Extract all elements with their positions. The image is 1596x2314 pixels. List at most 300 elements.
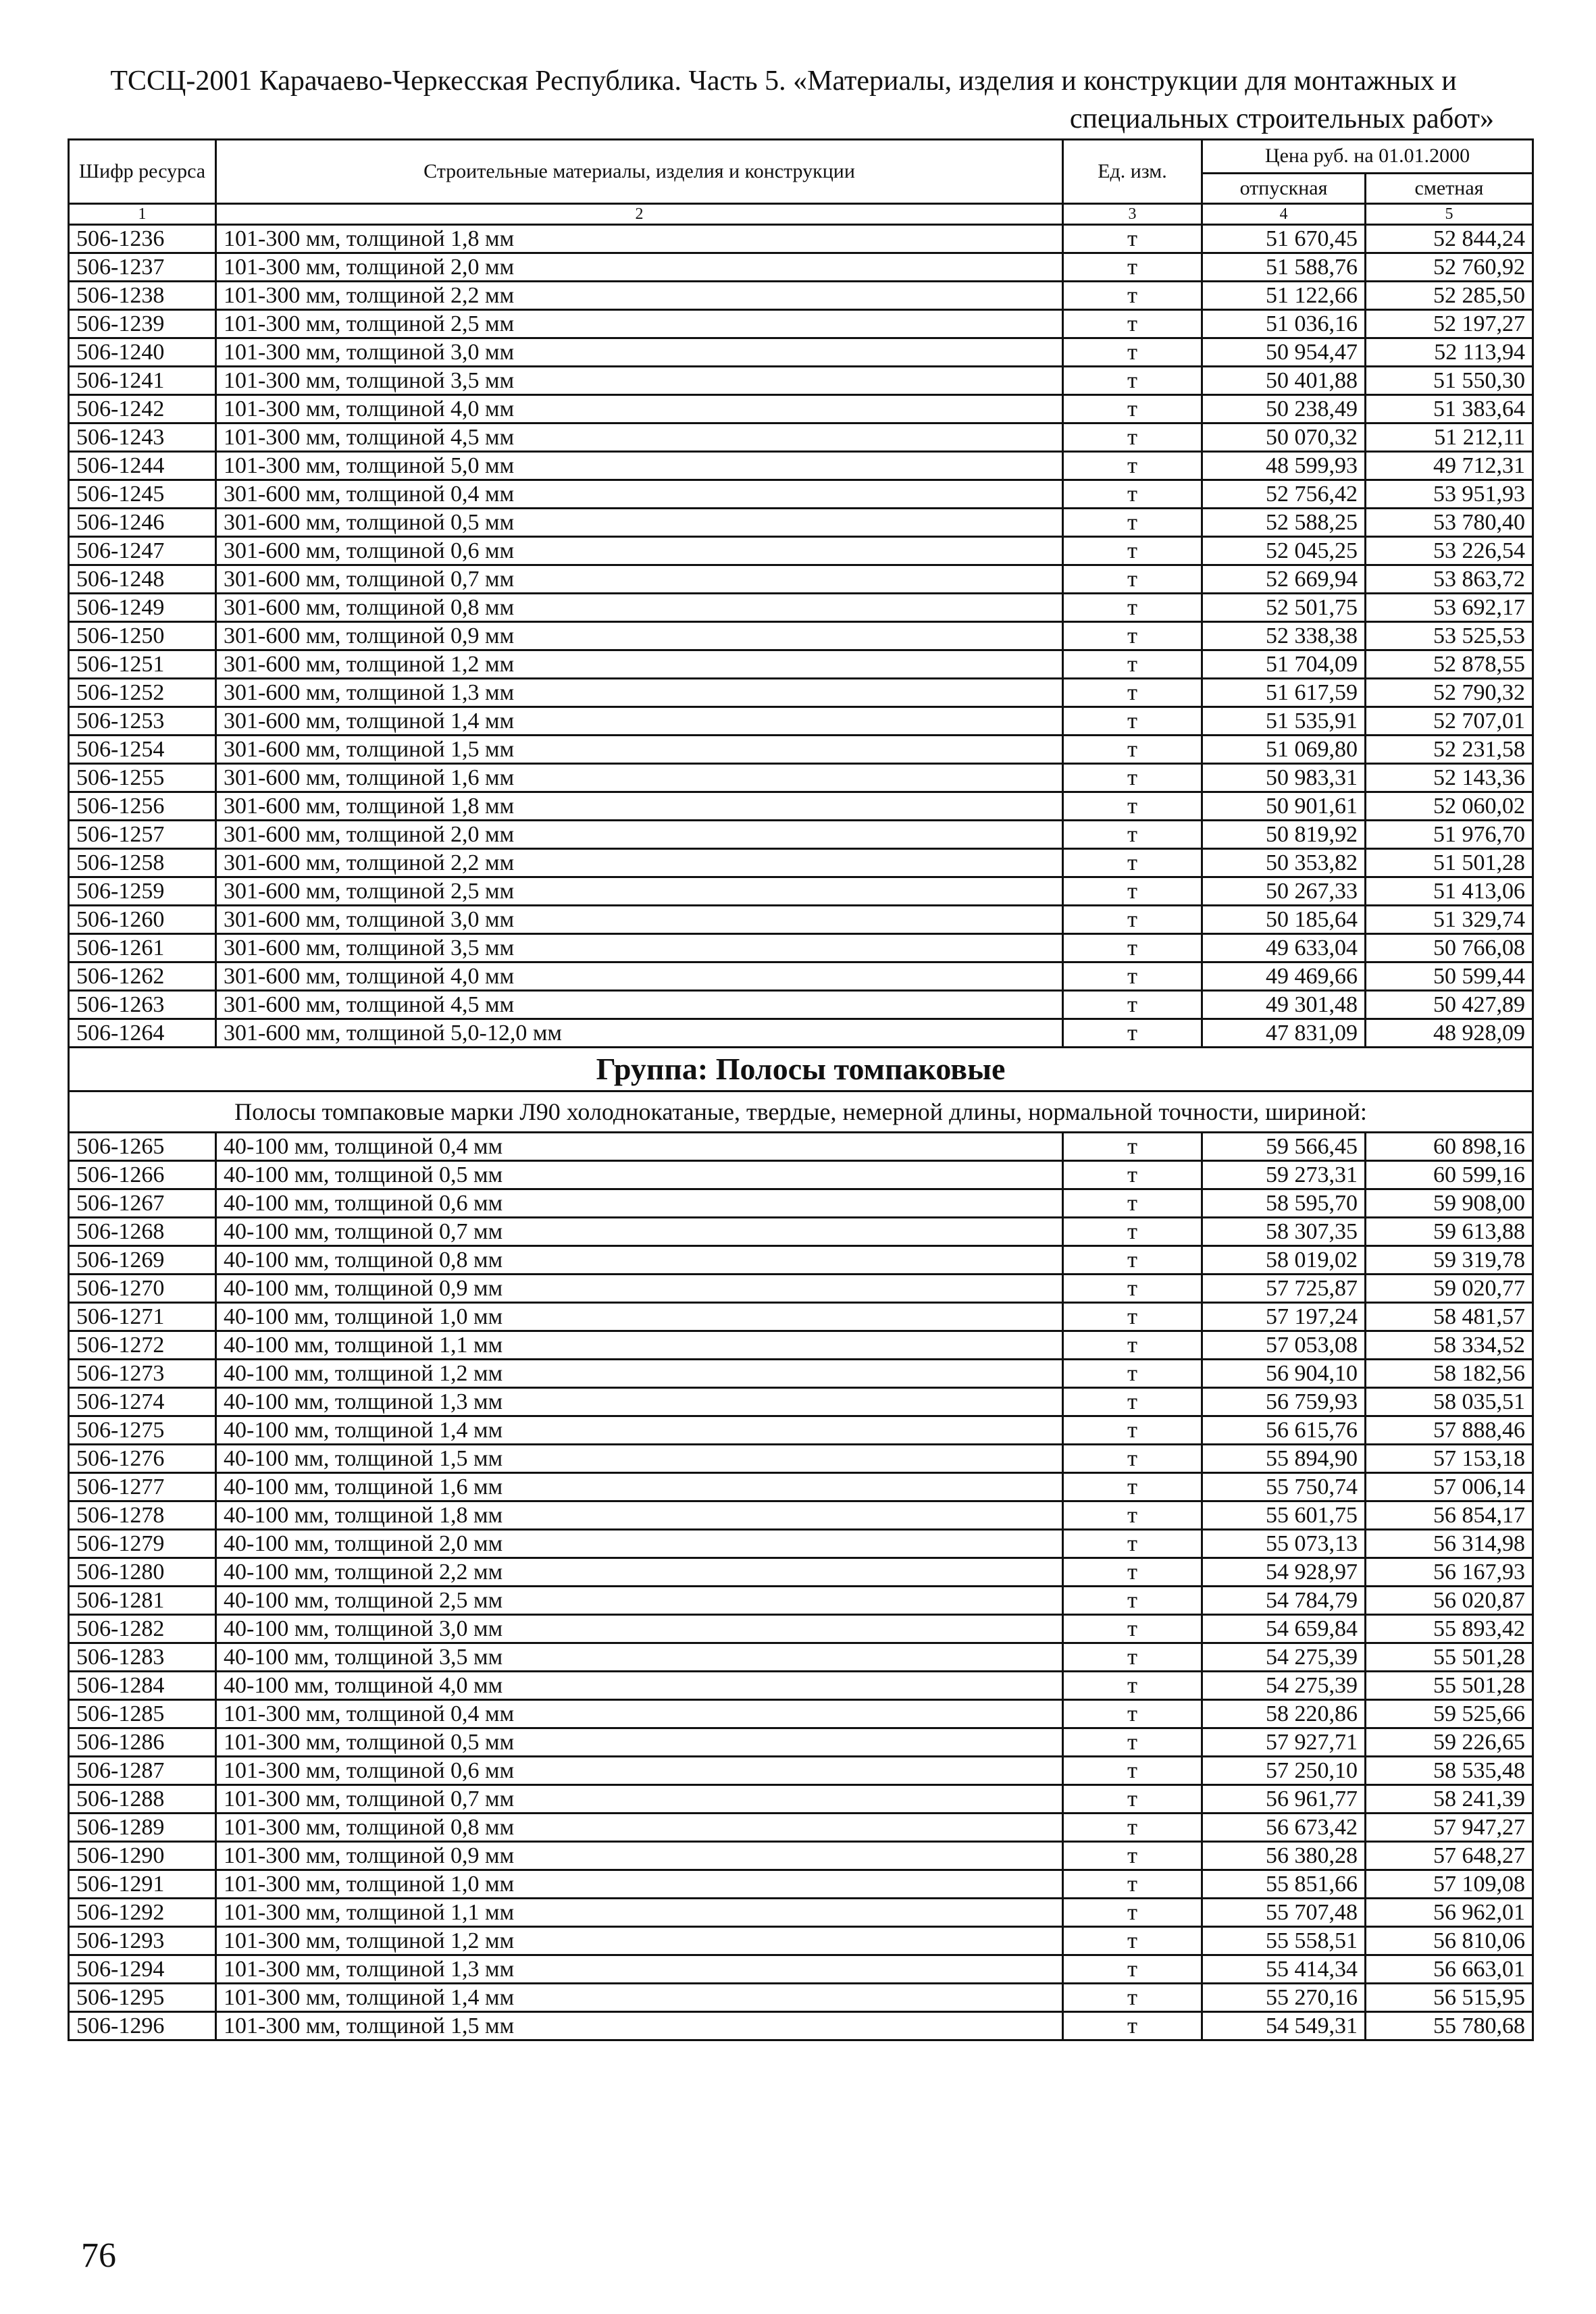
resource-code: 506-1271 [69, 1303, 216, 1331]
resource-code: 506-1262 [69, 962, 216, 991]
resource-code: 506-1244 [69, 452, 216, 480]
table-row [69, 1728, 1533, 1757]
table-row [69, 622, 1533, 650]
group-title: Группа: Полосы томпаковые [69, 1048, 1533, 1091]
estimate-price-cell: 52 060,02 [1366, 792, 1533, 821]
table-row [69, 395, 1533, 423]
table-row [69, 679, 1533, 707]
estimate-price-cell: 59 613,88 [1366, 1218, 1533, 1246]
estimate-price-cell: 52 113,94 [1366, 338, 1533, 367]
resource-code: 506-1296 [69, 2012, 216, 2040]
estimate-price-cell: 53 780,40 [1366, 509, 1533, 537]
release-price-cell: 58 595,70 [1202, 1189, 1366, 1218]
release-price-cell: 59 273,31 [1202, 1161, 1366, 1189]
estimate-price-cell: 52 197,27 [1366, 310, 1533, 338]
release-price-cell: 55 851,66 [1202, 1870, 1366, 1899]
release-price-cell: 55 750,74 [1202, 1473, 1366, 1501]
material-name: 40-100 мм, толщиной 2,2 мм [216, 1558, 1063, 1587]
material-name: 301-600 мм, толщиной 0,8 мм [216, 594, 1063, 622]
table-row [69, 962, 1533, 991]
resource-code: 506-1237 [69, 253, 216, 282]
document-header [68, 62, 1499, 138]
estimate-price-cell: 52 707,01 [1366, 707, 1533, 736]
release-price-cell: 54 549,31 [1202, 2012, 1366, 2040]
material-name: 301-600 мм, толщиной 1,2 мм [216, 650, 1063, 679]
release-price-cell: 56 615,76 [1202, 1416, 1366, 1445]
resource-code: 506-1287 [69, 1757, 216, 1785]
unit-cell: т [1063, 1700, 1202, 1728]
estimate-price-cell: 53 525,53 [1366, 622, 1533, 650]
estimate-price-cell: 55 501,28 [1366, 1672, 1533, 1700]
unit-cell: т [1063, 792, 1202, 821]
resource-code: 506-1270 [69, 1275, 216, 1303]
release-price-cell: 55 414,34 [1202, 1955, 1366, 1984]
table-row [69, 1615, 1533, 1643]
unit-cell: т [1063, 565, 1202, 594]
resource-code: 506-1273 [69, 1360, 216, 1388]
unit-cell: т [1063, 1275, 1202, 1303]
release-price-cell: 52 501,75 [1202, 594, 1366, 622]
release-price-cell: 56 759,93 [1202, 1388, 1366, 1416]
material-name: 301-600 мм, толщиной 0,9 мм [216, 622, 1063, 650]
resource-code: 506-1252 [69, 679, 216, 707]
material-name: 101-300 мм, толщиной 0,7 мм [216, 1785, 1063, 1814]
resource-code: 506-1282 [69, 1615, 216, 1643]
material-name: 40-100 мм, толщиной 0,5 мм [216, 1161, 1063, 1189]
material-name: 101-300 мм, толщиной 4,0 мм [216, 395, 1063, 423]
unit-cell: т [1063, 2012, 1202, 2040]
material-name: 40-100 мм, толщиной 1,2 мм [216, 1360, 1063, 1388]
unit-cell: т [1063, 253, 1202, 282]
resource-code: 506-1290 [69, 1842, 216, 1870]
resource-code: 506-1281 [69, 1587, 216, 1615]
unit-cell: т [1063, 1587, 1202, 1615]
table-row [69, 1275, 1533, 1303]
col-number: 3 [1063, 204, 1202, 225]
unit-cell: т [1063, 310, 1202, 338]
estimate-price-cell: 56 167,93 [1366, 1558, 1533, 1587]
estimate-price-cell: 56 314,98 [1366, 1530, 1533, 1558]
material-name: 301-600 мм, толщиной 1,5 мм [216, 736, 1063, 764]
estimate-price-cell: 52 844,24 [1366, 225, 1533, 253]
resource-code: 506-1276 [69, 1445, 216, 1473]
resource-code: 506-1248 [69, 565, 216, 594]
table-row [69, 1587, 1533, 1615]
resource-code: 506-1239 [69, 310, 216, 338]
resource-code: 506-1265 [69, 1133, 216, 1161]
unit-cell: т [1063, 849, 1202, 877]
resource-code: 506-1277 [69, 1473, 216, 1501]
release-price-cell: 56 904,10 [1202, 1360, 1366, 1388]
estimate-price-cell: 50 427,89 [1366, 991, 1533, 1019]
estimate-price-cell: 56 020,87 [1366, 1587, 1533, 1615]
resource-code: 506-1250 [69, 622, 216, 650]
table-row [69, 1700, 1533, 1728]
material-name: 301-600 мм, толщиной 3,5 мм [216, 934, 1063, 962]
release-price-cell: 52 588,25 [1202, 509, 1366, 537]
table-row [69, 849, 1533, 877]
material-name: 101-300 мм, толщиной 2,0 мм [216, 253, 1063, 282]
estimate-price-cell: 51 383,64 [1366, 395, 1533, 423]
resource-code: 506-1245 [69, 480, 216, 509]
col-header-code: Шифр ресурса [69, 140, 216, 204]
release-price-cell: 49 301,48 [1202, 991, 1366, 1019]
estimate-price-cell: 57 947,27 [1366, 1814, 1533, 1842]
release-price-cell: 58 019,02 [1202, 1246, 1366, 1275]
resource-code: 506-1272 [69, 1331, 216, 1360]
table-row [69, 225, 1533, 253]
resource-code: 506-1286 [69, 1728, 216, 1757]
estimate-price-cell: 52 760,92 [1366, 253, 1533, 282]
table-row [69, 1530, 1533, 1558]
table-row [69, 282, 1533, 310]
unit-cell: т [1063, 1218, 1202, 1246]
release-price-cell: 54 928,97 [1202, 1558, 1366, 1587]
resource-code: 506-1285 [69, 1700, 216, 1728]
col-header-price: Цена руб. на 01.01.2000 [1202, 140, 1533, 174]
unit-cell: т [1063, 1473, 1202, 1501]
material-name: 101-300 мм, толщиной 5,0 мм [216, 452, 1063, 480]
estimate-price-cell: 56 962,01 [1366, 1899, 1533, 1927]
material-name: 101-300 мм, толщиной 0,6 мм [216, 1757, 1063, 1785]
estimate-price-cell: 59 908,00 [1366, 1189, 1533, 1218]
release-price-cell: 52 338,38 [1202, 622, 1366, 650]
release-price-cell: 51 588,76 [1202, 253, 1366, 282]
estimate-price-cell: 52 790,32 [1366, 679, 1533, 707]
unit-cell: т [1063, 423, 1202, 452]
material-name: 40-100 мм, толщиной 1,6 мм [216, 1473, 1063, 1501]
resource-code: 506-1267 [69, 1189, 216, 1218]
release-price-cell: 55 270,16 [1202, 1984, 1366, 2012]
resource-code: 506-1256 [69, 792, 216, 821]
material-name: 101-300 мм, толщиной 1,0 мм [216, 1870, 1063, 1899]
estimate-price-cell: 58 535,48 [1366, 1757, 1533, 1785]
unit-cell: т [1063, 679, 1202, 707]
group-section [69, 1048, 1533, 1133]
release-price-cell: 50 353,82 [1202, 849, 1366, 877]
unit-cell: т [1063, 764, 1202, 792]
table-row [69, 367, 1533, 395]
release-price-cell: 56 380,28 [1202, 1842, 1366, 1870]
resource-code: 506-1294 [69, 1955, 216, 1984]
estimate-price-cell: 57 109,08 [1366, 1870, 1533, 1899]
estimate-price-cell: 51 329,74 [1366, 906, 1533, 934]
table-row [69, 1303, 1533, 1331]
estimate-price-cell: 57 006,14 [1366, 1473, 1533, 1501]
release-price-cell: 57 053,08 [1202, 1331, 1366, 1360]
material-name: 40-100 мм, толщиной 0,9 мм [216, 1275, 1063, 1303]
table-row [69, 1672, 1533, 1700]
material-name: 40-100 мм, толщиной 0,4 мм [216, 1133, 1063, 1161]
unit-cell: т [1063, 622, 1202, 650]
table-row [69, 1558, 1533, 1587]
table-body-section-b [69, 1133, 1533, 2040]
estimate-price-cell: 51 976,70 [1366, 821, 1533, 849]
estimate-price-cell: 52 143,36 [1366, 764, 1533, 792]
material-name: 40-100 мм, толщиной 2,0 мм [216, 1530, 1063, 1558]
table-row [69, 1870, 1533, 1899]
material-name: 101-300 мм, толщиной 2,5 мм [216, 310, 1063, 338]
estimate-price-cell: 51 550,30 [1366, 367, 1533, 395]
release-price-cell: 49 469,66 [1202, 962, 1366, 991]
unit-cell: т [1063, 1785, 1202, 1814]
unit-cell: т [1063, 707, 1202, 736]
unit-cell: т [1063, 225, 1202, 253]
unit-cell: т [1063, 452, 1202, 480]
material-name: 40-100 мм, толщиной 2,5 мм [216, 1587, 1063, 1615]
estimate-price-cell: 52 285,50 [1366, 282, 1533, 310]
release-price-cell: 52 756,42 [1202, 480, 1366, 509]
estimate-price-cell: 56 663,01 [1366, 1955, 1533, 1984]
release-price-cell: 50 983,31 [1202, 764, 1366, 792]
resource-code: 506-1254 [69, 736, 216, 764]
unit-cell: т [1063, 480, 1202, 509]
estimate-price-cell: 52 878,55 [1366, 650, 1533, 679]
col-header-unit: Ед. изм. [1063, 140, 1202, 204]
table-row [69, 2012, 1533, 2040]
unit-cell: т [1063, 1388, 1202, 1416]
release-price-cell: 50 901,61 [1202, 792, 1366, 821]
release-price-cell: 50 238,49 [1202, 395, 1366, 423]
resource-code: 506-1238 [69, 282, 216, 310]
resource-code: 506-1274 [69, 1388, 216, 1416]
release-price-cell: 57 927,71 [1202, 1728, 1366, 1757]
material-name: 301-600 мм, толщиной 1,3 мм [216, 679, 1063, 707]
resource-code: 506-1243 [69, 423, 216, 452]
table-head [69, 140, 1533, 225]
estimate-price-cell: 57 888,46 [1366, 1416, 1533, 1445]
resource-code: 506-1288 [69, 1785, 216, 1814]
table-row [69, 253, 1533, 282]
resource-code: 506-1264 [69, 1019, 216, 1048]
release-price-cell: 51 617,59 [1202, 679, 1366, 707]
release-price-cell: 50 954,47 [1202, 338, 1366, 367]
material-name: 101-300 мм, толщиной 1,3 мм [216, 1955, 1063, 1984]
material-name: 40-100 мм, толщиной 0,7 мм [216, 1218, 1063, 1246]
table-row [69, 1388, 1533, 1416]
table-row [69, 594, 1533, 622]
resource-code: 506-1263 [69, 991, 216, 1019]
estimate-price-cell: 49 712,31 [1366, 452, 1533, 480]
resource-code: 506-1253 [69, 707, 216, 736]
table-row [69, 906, 1533, 934]
table-row [69, 1019, 1533, 1048]
table-row [69, 1189, 1533, 1218]
estimate-price-cell: 53 863,72 [1366, 565, 1533, 594]
estimate-price-cell: 53 951,93 [1366, 480, 1533, 509]
resource-code: 506-1280 [69, 1558, 216, 1587]
material-name: 101-300 мм, толщиной 0,9 мм [216, 1842, 1063, 1870]
material-name: 301-600 мм, толщиной 0,6 мм [216, 537, 1063, 565]
resource-code: 506-1284 [69, 1672, 216, 1700]
release-price-cell: 49 633,04 [1202, 934, 1366, 962]
material-name: 101-300 мм, толщиной 1,1 мм [216, 1899, 1063, 1927]
table-row [69, 821, 1533, 849]
release-price-cell: 51 036,16 [1202, 310, 1366, 338]
unit-cell: т [1063, 1728, 1202, 1757]
material-name: 301-600 мм, толщиной 2,5 мм [216, 877, 1063, 906]
material-name: 40-100 мм, толщиной 1,3 мм [216, 1388, 1063, 1416]
release-price-cell: 51 535,91 [1202, 707, 1366, 736]
release-price-cell: 52 045,25 [1202, 537, 1366, 565]
material-name: 301-600 мм, толщиной 1,6 мм [216, 764, 1063, 792]
table-row [69, 1643, 1533, 1672]
unit-cell: т [1063, 906, 1202, 934]
table-row [69, 1161, 1533, 1189]
estimate-price-cell: 59 020,77 [1366, 1275, 1533, 1303]
price-table [68, 138, 1534, 2041]
header-line-1: ТССЦ-2001 Карачаево-Черкесская Республика. Часть 5. «Материалы, изделия и конструкции для монтажных и [110, 66, 1457, 97]
material-name: 301-600 мм, толщиной 0,5 мм [216, 509, 1063, 537]
resource-code: 506-1295 [69, 1984, 216, 2012]
resource-code: 506-1249 [69, 594, 216, 622]
estimate-price-cell: 55 893,42 [1366, 1615, 1533, 1643]
resource-code: 506-1292 [69, 1899, 216, 1927]
estimate-price-cell: 50 766,08 [1366, 934, 1533, 962]
resource-code: 506-1257 [69, 821, 216, 849]
material-name: 40-100 мм, толщиной 3,0 мм [216, 1615, 1063, 1643]
release-price-cell: 54 275,39 [1202, 1643, 1366, 1672]
material-name: 101-300 мм, толщиной 3,0 мм [216, 338, 1063, 367]
estimate-price-cell: 55 780,68 [1366, 2012, 1533, 2040]
estimate-price-cell: 56 854,17 [1366, 1501, 1533, 1530]
material-name: 40-100 мм, толщиной 0,8 мм [216, 1246, 1063, 1275]
resource-code: 506-1293 [69, 1927, 216, 1955]
estimate-price-cell: 59 525,66 [1366, 1700, 1533, 1728]
col-number: 2 [216, 204, 1063, 225]
release-price-cell: 50 070,32 [1202, 423, 1366, 452]
unit-cell: т [1063, 1303, 1202, 1331]
release-price-cell: 48 599,93 [1202, 452, 1366, 480]
estimate-price-cell: 60 898,16 [1366, 1133, 1533, 1161]
estimate-price-cell: 58 481,57 [1366, 1303, 1533, 1331]
table-row [69, 1445, 1533, 1473]
unit-cell: т [1063, 1615, 1202, 1643]
table-row [69, 1785, 1533, 1814]
unit-cell: т [1063, 1133, 1202, 1161]
unit-cell: т [1063, 1019, 1202, 1048]
resource-code: 506-1266 [69, 1161, 216, 1189]
table-row [69, 1133, 1533, 1161]
estimate-price-cell: 59 319,78 [1366, 1246, 1533, 1275]
resource-code: 506-1241 [69, 367, 216, 395]
unit-cell: т [1063, 594, 1202, 622]
release-price-cell: 47 831,09 [1202, 1019, 1366, 1048]
material-name: 101-300 мм, толщиной 1,8 мм [216, 225, 1063, 253]
col-number: 4 [1202, 204, 1366, 225]
release-price-cell: 59 566,45 [1202, 1133, 1366, 1161]
table-row [69, 1473, 1533, 1501]
unit-cell: т [1063, 1842, 1202, 1870]
release-price-cell: 58 307,35 [1202, 1218, 1366, 1246]
unit-cell: т [1063, 1445, 1202, 1473]
resource-code: 506-1275 [69, 1416, 216, 1445]
estimate-price-cell: 50 599,44 [1366, 962, 1533, 991]
table-row [69, 650, 1533, 679]
material-name: 40-100 мм, толщиной 1,1 мм [216, 1331, 1063, 1360]
resource-code: 506-1236 [69, 225, 216, 253]
material-name: 301-600 мм, толщиной 0,4 мм [216, 480, 1063, 509]
unit-cell: т [1063, 1899, 1202, 1927]
unit-cell: т [1063, 1161, 1202, 1189]
table-row [69, 1984, 1533, 2012]
table-row [69, 1331, 1533, 1360]
unit-cell: т [1063, 877, 1202, 906]
material-name: 301-600 мм, толщиной 5,0-12,0 мм [216, 1019, 1063, 1048]
material-name: 40-100 мм, толщиной 1,0 мм [216, 1303, 1063, 1331]
table-row [69, 1360, 1533, 1388]
table-row [69, 1927, 1533, 1955]
unit-cell: т [1063, 1331, 1202, 1360]
release-price-cell: 55 073,13 [1202, 1530, 1366, 1558]
material-name: 40-100 мм, толщиной 1,4 мм [216, 1416, 1063, 1445]
release-price-cell: 50 401,88 [1202, 367, 1366, 395]
col-header-release-price: отпускная [1202, 173, 1366, 203]
material-name: 101-300 мм, толщиной 1,5 мм [216, 2012, 1063, 2040]
unit-cell: т [1063, 991, 1202, 1019]
table-row [69, 1814, 1533, 1842]
unit-cell: т [1063, 1246, 1202, 1275]
release-price-cell: 50 819,92 [1202, 821, 1366, 849]
table-row [69, 1416, 1533, 1445]
resource-code: 506-1246 [69, 509, 216, 537]
resource-code: 506-1247 [69, 537, 216, 565]
table-row [69, 452, 1533, 480]
estimate-price-cell: 59 226,65 [1366, 1728, 1533, 1757]
table-row [69, 423, 1533, 452]
material-name: 301-600 мм, толщиной 4,0 мм [216, 962, 1063, 991]
release-price-cell: 50 185,64 [1202, 906, 1366, 934]
table-row [69, 509, 1533, 537]
material-name: 301-600 мм, толщиной 2,0 мм [216, 821, 1063, 849]
unit-cell: т [1063, 537, 1202, 565]
resource-code: 506-1240 [69, 338, 216, 367]
resource-code: 506-1269 [69, 1246, 216, 1275]
estimate-price-cell: 58 035,51 [1366, 1388, 1533, 1416]
estimate-price-cell: 53 226,54 [1366, 537, 1533, 565]
material-name: 101-300 мм, толщиной 2,2 мм [216, 282, 1063, 310]
table-row [69, 991, 1533, 1019]
release-price-cell: 51 069,80 [1202, 736, 1366, 764]
release-price-cell: 57 250,10 [1202, 1757, 1366, 1785]
estimate-price-cell: 55 501,28 [1366, 1643, 1533, 1672]
resource-code: 506-1279 [69, 1530, 216, 1558]
material-name: 301-600 мм, толщиной 4,5 мм [216, 991, 1063, 1019]
header-line-2: специальных строительных работ» [1069, 103, 1494, 134]
resource-code: 506-1278 [69, 1501, 216, 1530]
material-name: 101-300 мм, толщиной 0,4 мм [216, 1700, 1063, 1728]
unit-cell: т [1063, 1416, 1202, 1445]
table-row [69, 1501, 1533, 1530]
unit-cell: т [1063, 338, 1202, 367]
estimate-price-cell: 51 413,06 [1366, 877, 1533, 906]
estimate-price-cell: 58 182,56 [1366, 1360, 1533, 1388]
estimate-price-cell: 51 212,11 [1366, 423, 1533, 452]
material-name: 40-100 мм, толщиной 1,5 мм [216, 1445, 1063, 1473]
table-row [69, 1218, 1533, 1246]
release-price-cell: 51 670,45 [1202, 225, 1366, 253]
material-name: 101-300 мм, толщиной 4,5 мм [216, 423, 1063, 452]
unit-cell: т [1063, 934, 1202, 962]
release-price-cell: 51 122,66 [1202, 282, 1366, 310]
estimate-price-cell: 58 241,39 [1366, 1785, 1533, 1814]
release-price-cell: 50 267,33 [1202, 877, 1366, 906]
unit-cell: т [1063, 1643, 1202, 1672]
unit-cell: т [1063, 1558, 1202, 1587]
unit-cell: т [1063, 821, 1202, 849]
table-row [69, 764, 1533, 792]
material-name: 301-600 мм, толщиной 0,7 мм [216, 565, 1063, 594]
